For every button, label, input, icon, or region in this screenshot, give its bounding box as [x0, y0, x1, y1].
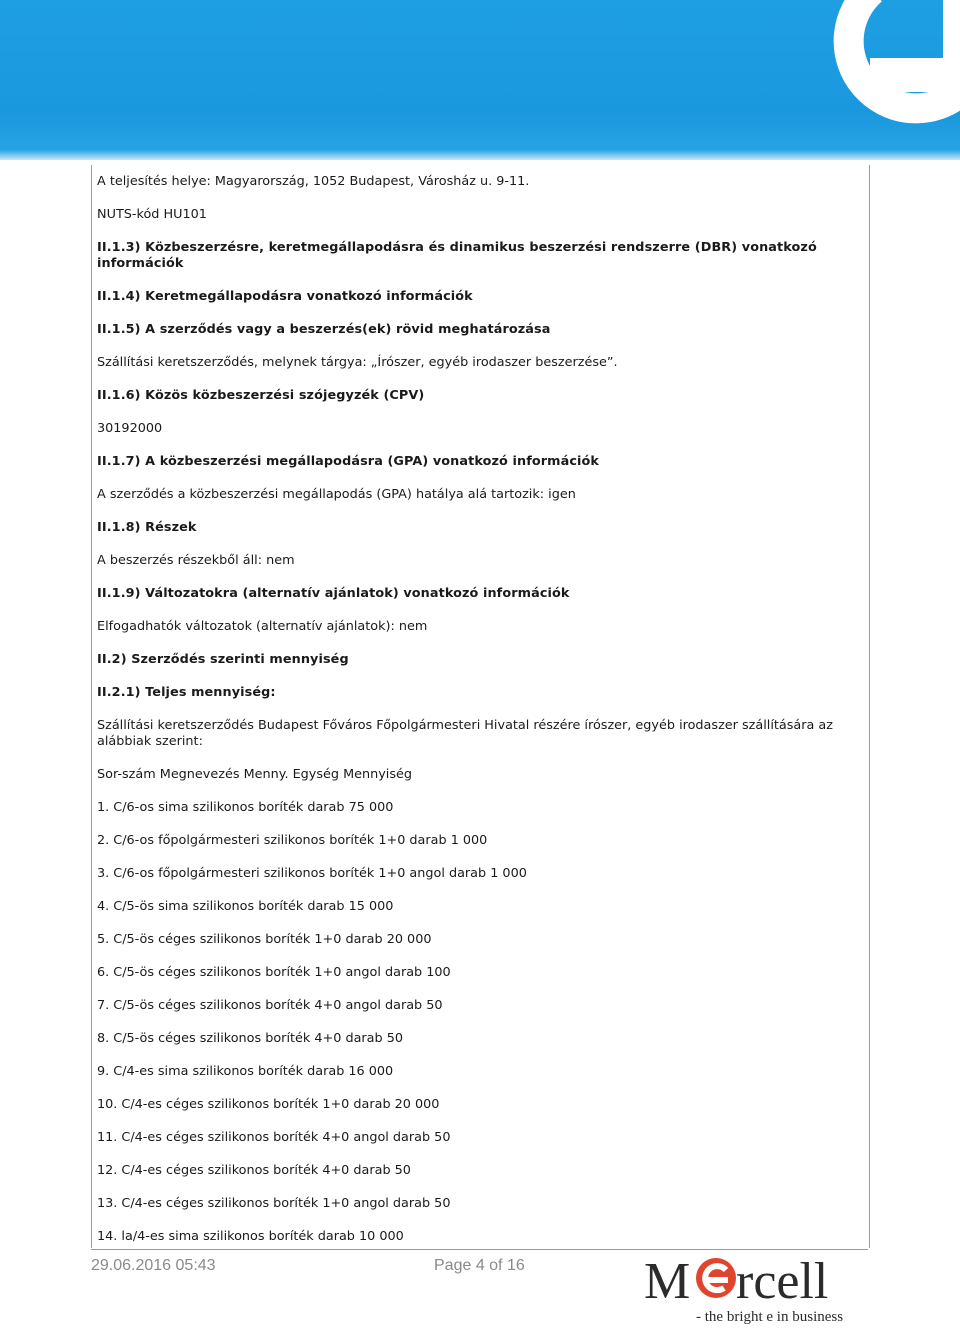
- body-text: Sor-szám Megnevezés Menny. Egység Mennyiség: [97, 767, 413, 782]
- section-heading: II.2.1) Teljes mennyiség:: [97, 685, 276, 700]
- section-heading: II.1.9) Változatokra (alternatív ajánlatok) vonatkozó információk: [97, 586, 570, 601]
- body-text: 4. C/5-ös sima szilikonos boríték darab 15 000: [97, 899, 394, 914]
- body-text: A beszerzés részekből áll: nem: [97, 553, 295, 568]
- body-text: 13. C/4-es céges szilikonos boríték 1+0 angol darab 50: [97, 1196, 451, 1211]
- body-text: 7. C/5-ös céges szilikonos boríték 4+0 angol darab 50: [97, 998, 443, 1013]
- body-text: 6. C/5-ös céges szilikonos boríték 1+0 angol darab 100: [97, 965, 451, 980]
- section-heading: II.1.4) Keretmegállapodásra vonatkozó információk: [97, 289, 473, 304]
- section-heading: II.1.8) Részek: [97, 520, 197, 535]
- body-text: 30192000: [97, 421, 163, 436]
- body-text: 8. C/5-ös céges szilikonos boríték 4+0 darab 50: [97, 1031, 403, 1046]
- body-text: 1. C/6-os sima szilikonos boríték darab 75 000: [97, 800, 394, 815]
- svg-text:rcell: rcell: [736, 1253, 829, 1310]
- body-text: 11. C/4-es céges szilikonos boríték 4+0 angol darab 50: [97, 1130, 451, 1145]
- body-text: A teljesítés helye: Magyarország, 1052 Budapest, Városház u. 9-11.: [97, 174, 530, 189]
- e-logo-icon: [810, 0, 960, 160]
- section-heading: II.1.7) A közbeszerzési megállapodásra (GPA) vonatkozó információk: [97, 454, 600, 469]
- section-heading: II.1.5) A szerződés vagy a beszerzés(ek) rövid meghatározása: [97, 322, 551, 337]
- svg-text:M: M: [644, 1253, 691, 1310]
- body-text: 2. C/6-os főpolgármesteri szilikonos boríték 1+0 darab 1 000: [97, 833, 488, 848]
- body-text: 9. C/4-es sima szilikonos boríték darab 16 000: [97, 1064, 394, 1079]
- body-text: 3. C/6-os főpolgármesteri szilikonos boríték 1+0 angol darab 1 000: [97, 866, 527, 881]
- footer-date: 29.06.2016 05:43: [91, 1257, 216, 1274]
- document-body: [97, 174, 857, 1262]
- body-text: 12. C/4-es céges szilikonos boríték 4+0 darab 50: [97, 1163, 411, 1178]
- section-heading: II.1.6) Közös közbeszerzési szójegyzék (CPV): [97, 388, 425, 403]
- body-text: Szállítási keretszerződés, melynek tárgya: „Írószer, egyéb irodaszer beszerzése”.: [97, 355, 618, 370]
- body-text: Elfogadhatók változatok (alternatív ajánlatok): nem: [97, 619, 428, 634]
- header-band: [0, 0, 960, 160]
- brand-logo: [640, 1252, 868, 1329]
- body-text: NUTS-kód HU101: [97, 207, 207, 222]
- section-heading: II.2) Szerződés szerinti mennyiség: [97, 652, 349, 667]
- body-text: 14. la/4-es sima szilikonos boríték darab 10 000: [97, 1229, 404, 1244]
- body-text: A szerződés a közbeszerzési megállapodás (GPA) hatálya alá tartozik: igen: [97, 487, 576, 502]
- marcell-e-logo-icon: [694, 1256, 738, 1300]
- brand-wordmark: [640, 1252, 868, 1312]
- footer-page-number: Page 4 of 16: [434, 1257, 525, 1274]
- body-text: 5. C/5-ös céges szilikonos boríték 1+0 darab 20 000: [97, 932, 432, 947]
- body-text: 10. C/4-es céges szilikonos boríték 1+0 darab 20 000: [97, 1097, 440, 1112]
- section-heading: II.1.3) Közbeszerzésre, keretmegállapodásra és dinamikus beszerzési rendszerre (DBR) vonatkozó információk: [97, 240, 817, 271]
- body-text: Szállítási keretszerződés Budapest Főváros Főpolgármesteri Hivatal részére írószer, egyéb irodaszer szállítására az alábbiak szerint:: [97, 718, 833, 749]
- brand-tagline: - the bright e in business: [696, 1309, 844, 1325]
